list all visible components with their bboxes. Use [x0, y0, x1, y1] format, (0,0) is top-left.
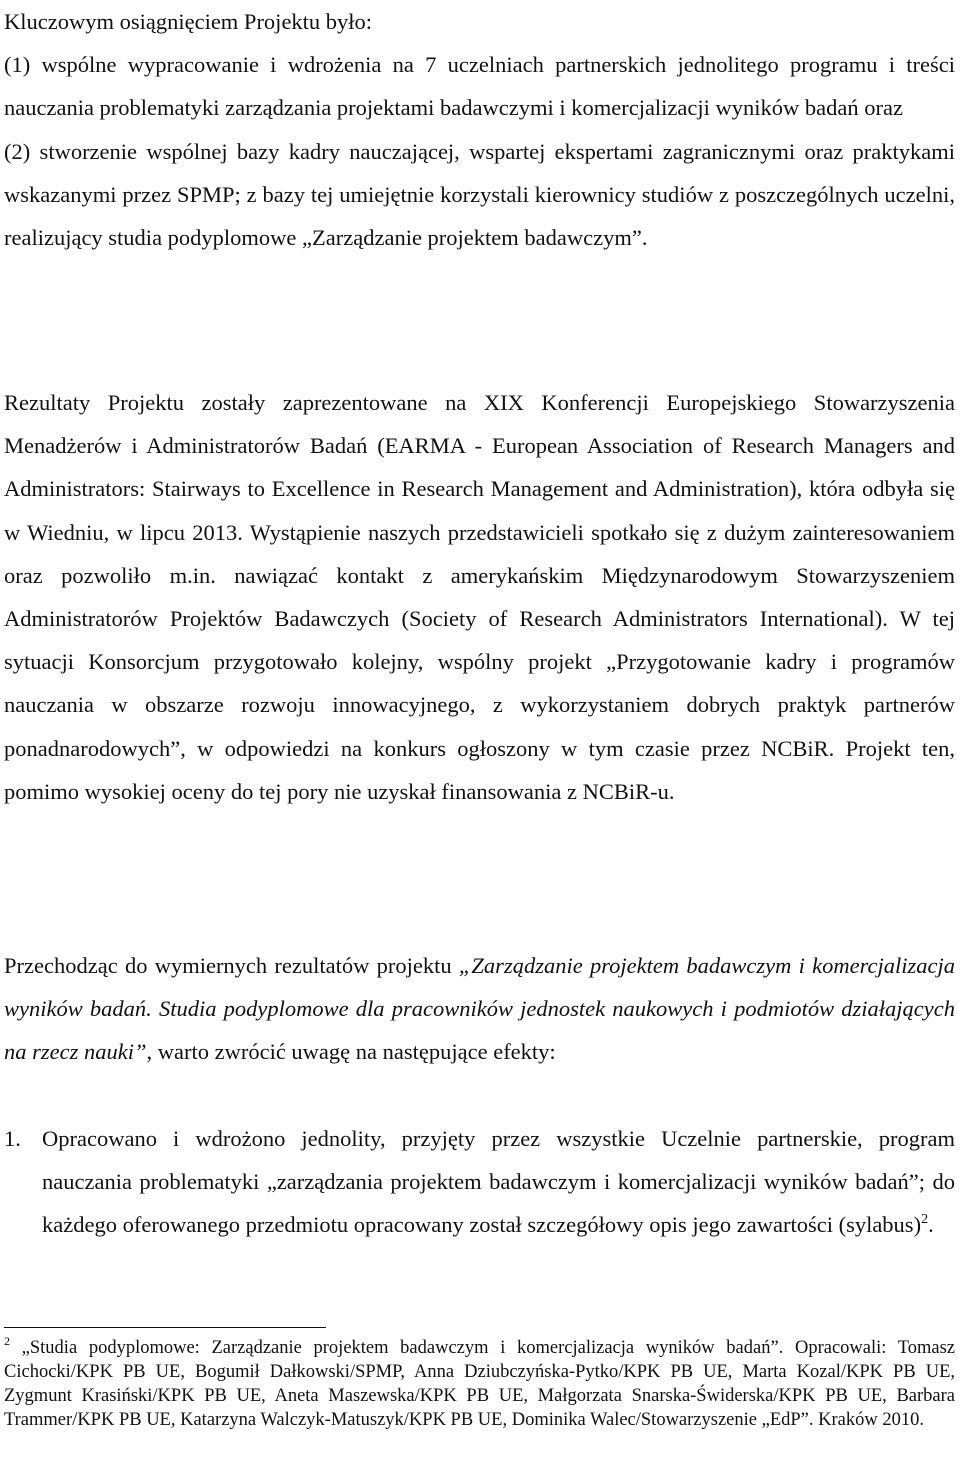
- footnote-separator: [4, 1327, 326, 1328]
- footnote: [4, 1336, 955, 1432]
- effects-tail: , warto zwrócić uwagę na następujące efekty:: [146, 1039, 556, 1065]
- list-item-number: 1.: [4, 1126, 21, 1151]
- list-item-end: .: [928, 1212, 934, 1238]
- results-paragraph: Rezultaty Projektu zostały zaprezentowane na XIX Konferencji Europejskiego Stowarzyszenia Menadżerów i Administratorów Badań (EARMA - European Association of Research Managers and Administrators: Stairways to Excellence in Research Management and Administration), która odbyła się w Wiedniu, w lipcu 2013. Wystąpienie naszych przedstawicieli spotkało się z dużym zainteresowaniem oraz pozwoliło m.in. nawiązać kontakt z amerykańskim Międzynarodowym Stowarzyszeniem Administratorów Projektów Badawczych (Society of Research Administrators International). W tej sytuacji Konsorcjum przygotowało kolejny, wspólny projekt „Przygotowanie kadry i programów nauczania w obszarze rozwoju innowacyjnego, z wykorzystaniem dobrych praktyk partnerów ponadnarodowych”, w odpowiedzi na konkurs ogłoszony w tym czasie przez NCBiR. Projekt ten, pomimo wysokiej oceny do tej pory nie uzyskał finansowania z NCBiR-u.: [4, 390, 955, 804]
- achievement-item-1: (1) wspólne wypracowanie i wdrożenia na 7 uczelniach partnerskich jednolitego programu i treści nauczania problematyki zarządzania projektami badawczymi i komercjalizacji wyników badań oraz: [4, 52, 955, 121]
- list-item: [4, 1117, 955, 1247]
- achievements-section: [4, 0, 955, 259]
- achievement-item-2: (2) stworzenie wspólnej bazy kadry nauczającej, wspartej ekspertami zagranicznymi oraz praktykami wskazanymi przez SPMP; z bazy tej umiejętnie korzystali kierownicy studiów z poszczególnych uczelni, realizujący studia podyplomowe „Zarządzanie projektem badawczym”.: [4, 138, 955, 251]
- effects-intro-paragraph: [4, 944, 955, 1074]
- project-title: „Zarządzanie projektem badawczym i komercjalizacja wyników badań. Studia podyplomowe dla pracowników jednostek naukowych i podmiotów działających na rzecz nauki”: [4, 953, 955, 1065]
- achievements-intro: Kluczowym osiągnięciem Projektu było:: [4, 9, 373, 34]
- footnote-text: „Studia podyplomowe: Zarządzanie projektem badawczym i komercjalizacja wyników badań”. Opracowali: Tomasz Cichocki/KPK PB UE, Bogumił Dałkowski/SPMP, Anna Dziubczyńska-Pytko/KPK PB UE, Marta Kozal/KPK PB UE, Zygmunt Krasiński/KPK PB UE, Aneta Maszewska/KPK PB UE, Małgorzata Snarska-Świderska/KPK PB UE, Barbara Trammer/KPK PB UE, Katarzyna Walczyk-Matuszyk/KPK PB UE, Dominika Walec/Stowarzyszenie „EdP”. Kraków 2010.: [4, 1338, 955, 1430]
- list-item-body: Opracowano i wdrożono jednolity, przyjęty przez wszystkie Uczelnie partnerskie, program nauczania problematyki „zarządzania projektem badawczym i komercjalizacji wyników badań”; do każdego oferowanego przedmiotu opracowany został szczegółowy opis jego zawartości (sylabus): [42, 1126, 955, 1238]
- effects-lead: Przechodząc do wymiernych rezultatów projektu: [4, 953, 459, 978]
- effects-list: [4, 1117, 955, 1247]
- footnote-reference[interactable]: 2: [921, 1212, 929, 1228]
- list-item-text: [42, 1117, 955, 1247]
- footnote-mark: 2: [4, 1334, 10, 1348]
